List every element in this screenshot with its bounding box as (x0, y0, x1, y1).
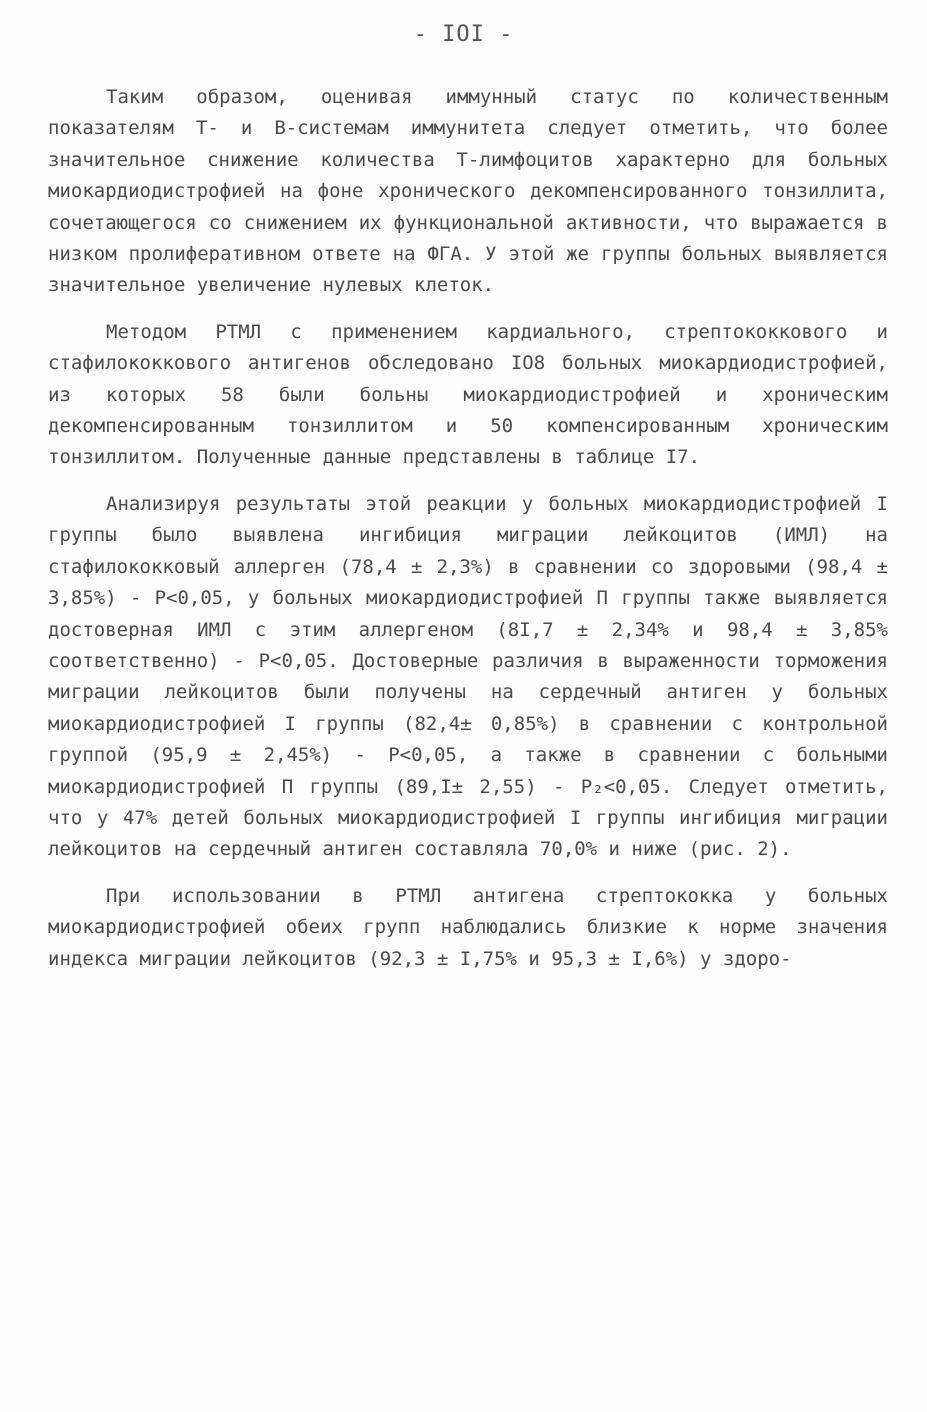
paragraph-2: Методом РТМЛ с применением кардиального, стрептококкового и стафилококкового антигенов обследовано IO8 больных миокардиодистрофией, из которых 58 были больны миокардиодистрофией и хроническим декомпенсированным тонзиллитом и 50 компенсированным хроническим тонзиллитом. Полученные данные представлены в таблице I7. (48, 320, 888, 469)
paragraph-1: Таким образом, оценивая иммунный статус по количественным показателям Т- и В-системам иммунитета следует отметить, что более значительное снижение количества Т-лимфоцитов характерно для больных миокардиодистрофией на фоне хронического декомпенсированного тонзиллита, сочетающегося со снижением их функциональной активности, что выражается в низком пролиферативном ответе на ФГА. У этой же группы больных выявляется значительное увеличение нулевых клеток. (48, 86, 888, 297)
page-number: - IOI - (413, 22, 514, 47)
paragraph-4: При использовании в РТМЛ антигена стрептококка у больных миокардиодистрофией обеих групп наблюдались близкие к норме значения индекса миграции лейкоцитов (92,3 ± I,75% и 95,3 ± I,6%) у здоро- (48, 884, 888, 970)
paragraph-3: Анализируя результаты этой реакции у больных миокардиодистрофией I группы было выявлена ингибиция миграции лейкоцитов (ИМЛ) на стафилококковый аллерген (78,4 ± 2,3%) в сравнении со здоровыми (98,4 ± 3,85%) - Р<0,05, у больных миокардиодистрофией П группы также выявляется достоверная ИМЛ с этим аллергеном (8I,7 ± 2,34% и 98,4 ± 3,85% соответственно) - Р<0,05. Достоверные различия в выраженности торможения миграции лейкоцитов были получены на сердечный антиген у больных миокардиодистрофией I группы (82,4± 0,85%) в сравнении с контрольной группой (95,9 ± 2,45%) - Р<0,05, а также в сравнении с больными миокардиодистрофией П группы (89,I± 2,55) - Р₂<0,05. Следует отметить, что у 47% детей больных миокардиодистрофией I группы ингибиция миграции лейкоцитов на сердечный антиген составляла 70,0% и ниже (рис. 2). (48, 492, 888, 861)
body-text (48, 82, 888, 975)
